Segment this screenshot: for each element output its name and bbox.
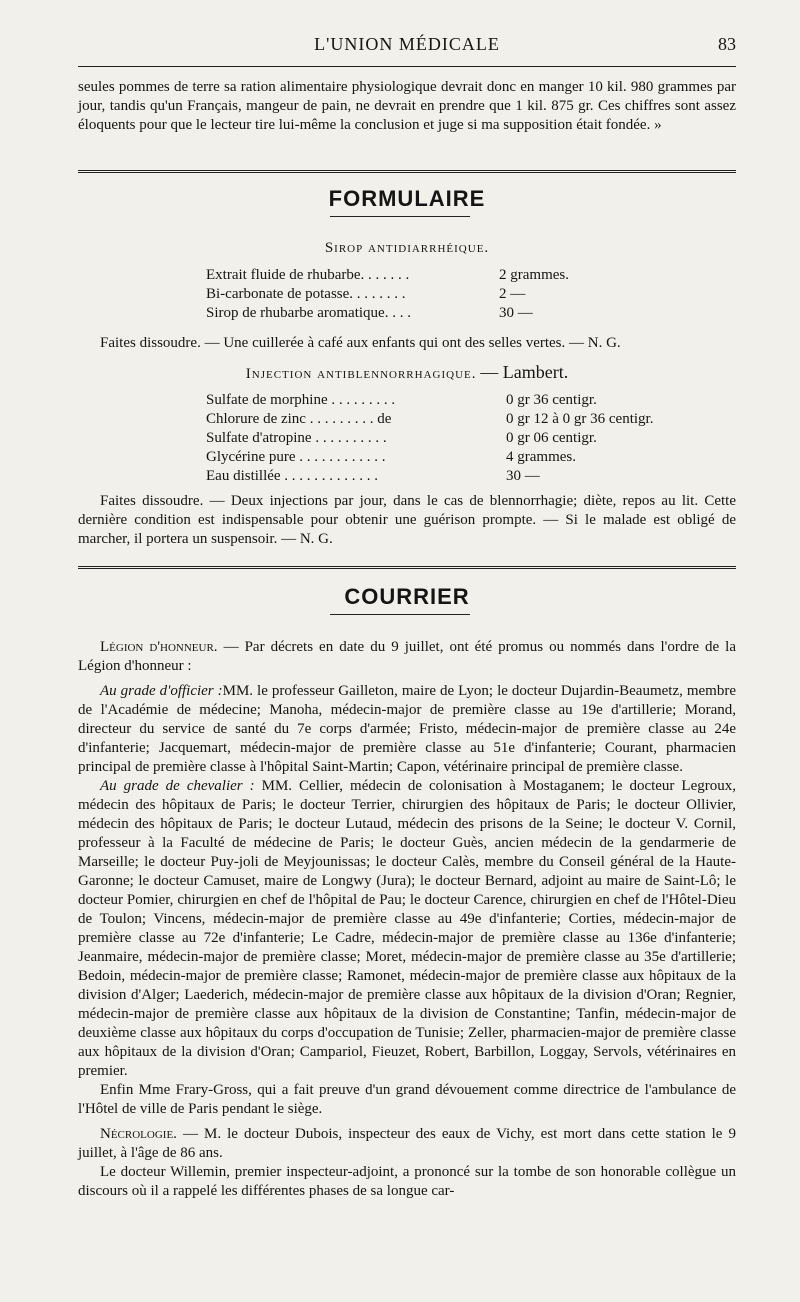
ingredient-name: Eau distillée . . . . . . . . . . . . . (206, 468, 379, 484)
running-title: L'UNION MÉDICALE (314, 34, 500, 54)
recipe-2-instructions-block (78, 492, 736, 549)
ingredient-name: Extrait fluide de rhubarbe. . . . . . . (206, 267, 410, 283)
intro-paragraph: seules pommes de terre sa ration alimentaire physiologique devrait donc en manger 10 kil. 980 grammes par jour, tandis qu'un Français, mangeur de pain, ne devrait en prendre que 1 kil. 875 gr. Ces chiffres sont assez éloquents pour que le lecteur tire lui-même la conclusion et juge si ma supposition était fondée. » (78, 79, 736, 133)
ingredient-name: Sirop de rhubarbe aromatique. . . . (206, 305, 411, 321)
necrologie-label: Nécrologie. (100, 1126, 177, 1142)
formulaire-underline (330, 216, 470, 217)
ingredient-quantity: 0 gr 06 centigr. (506, 430, 597, 446)
recipe-2-title-line (78, 362, 736, 383)
ingredient-row (78, 304, 736, 323)
ingredient-quantity: 30 — (506, 468, 540, 484)
ingredient-row (78, 467, 736, 486)
page-number: 83 (718, 34, 736, 54)
chevalier-text: MM. Cellier, médecin de colonisation à Mostaganem; le docteur Legroux, médecin des hôpitaux de Paris; le docteur Terrier, chirurgien des hôpitaux de Paris; le docteur Ollivier, médecin des hôpitaux de Paris; le docteur Lutaud, médecin des prisons de la Seine; le docteur V. Cornil, professeur à la Faculté de médecine de Paris; le docteur Guès, ancien médecin de la gendarmerie de Marseille; le docteur Puy-joli de Meyjounissas; le docteur Calès, membre du Conseil général de la Haute-Garonne; le docteur Camuset, maire de Longwy (Jura); le docteur Bernard, adjoint au maire de Saint-Lô; le docteur Pomier, chirurgien en chef de l'hôpital de Pau; le docteur Carence, chirurgien en chef de l'Hôtel-Dieu de Toulon; Vincens, médecin-major de première classe au 49e d'infanterie; Corties, médecin-major de première classe au 72e d'infanterie; Le Cadre, médecin-major de première classe au 136e d'infanterie; Jeanmaire, médecin-major de première classe; Moret, médecin-major de première classe au 35e d'artillerie; Bedoin, médecin-major de première classe; Ramonet, médecin-major de première classe aux hôpitaux de la division d'Alger; Laederich, médecin-major de première classe aux hôpitaux de la division d'Oran; Regnier, médecin-major de première classe aux hôpitaux de la division de Constantine; Tanfin, médecin-major de deuxième classe aux hôpitaux du corps d'occupation de Tunisie; Zeller, pharmacien-major de première classe aux hôpitaux de la division d'Oran; Campariol, Fieuzet, Robert, Barbillon, Loggay, Servols, vétérinaires en premier. (78, 778, 736, 1079)
recipe-1-instructions: Faites dissoudre. — Une cuillerée à café aux enfants qui ont des selles vertes. — N. G. (100, 335, 621, 351)
recipe-2-instructions: Faites dissoudre. — Deux injections par jour, dans le cas de blennorrhagie; diète, repos au lit. Cette dernière condition est indispensable pour obtenir une guérison prompte. — Si le malade est obligé de marcher, il portera un suspensoir. — N. G. (78, 493, 736, 547)
page-header (78, 34, 736, 56)
ingredient-name: Sulfate d'atropine . . . . . . . . . . (206, 430, 387, 446)
formulaire-heading: FORMULAIRE (328, 186, 486, 211)
courrier-section (78, 584, 736, 610)
necrologie-text: — M. le docteur Dubois, inspecteur des eaux de Vichy, est mort dans cette station le 9 juillet, à l'âge de 86 ans. (78, 1126, 736, 1161)
ingredient-quantity: 2 grammes. (499, 267, 569, 283)
recipe-1-ingredients (78, 266, 736, 323)
frary-paragraph: Enfin Mme Frary-Gross, qui a fait preuve d'un grand dévouement comme directrice de l'ambulance de l'Hôtel de ville de Paris pendant le siège. (78, 1082, 736, 1117)
ingredient-quantity: 0 gr 12 à 0 gr 36 centigr. (506, 411, 654, 427)
recipe-2-author: — Lambert. (480, 362, 569, 382)
legion-label: Légion d'honneur. (100, 639, 218, 655)
ingredient-name: Chlorure de zinc . . . . . . . . . de (206, 411, 392, 427)
ingredient-row (78, 266, 736, 285)
officier-text: MM. le professeur Gailleton, maire de Lyon; le docteur Dujardin-Beaumetz, membre de l'Académie de médecine; Manoha, médecin-major de première classe au 19e d'artillerie; Morand, directeur du service de santé du 7e corps d'armée; Fristo, médecin-major de première classe au 24e d'infanterie; Jacquemart, médecin-major de première classe au 51e d'infanterie; Courant, pharmacien principal de première classe à l'hôpital Saint-Martin; Capon, vétérinaire principal de première classe. (78, 683, 736, 775)
courrier-underline (330, 614, 470, 615)
courrier-body (78, 638, 736, 1201)
willemin-paragraph: Le docteur Willemin, premier inspecteur-adjoint, a prononcé sur la tombe de son honorable collègue un discours où il a rappelé les différentes phases de sa longue car- (78, 1164, 736, 1199)
ingredient-quantity: 30 — (499, 305, 533, 321)
recipe-2-title: Injection antiblennorrhagique. (245, 366, 477, 382)
recipe-2-ingredients (78, 391, 736, 486)
formulaire-section (78, 186, 736, 212)
ingredient-row (78, 285, 736, 304)
chevalier-paragraph (78, 777, 736, 1081)
section-rule-formulaire (78, 170, 736, 173)
courrier-heading: COURRIER (344, 584, 470, 609)
ingredient-name: Sulfate de morphine . . . . . . . . . (206, 392, 396, 408)
recipe-1-instructions-block (78, 334, 736, 353)
ingredient-quantity: 4 grammes. (506, 449, 576, 465)
recipe-1 (78, 240, 736, 257)
ingredient-row (78, 391, 736, 410)
chevalier-label: Au grade de chevalier : (100, 778, 255, 794)
legion-paragraph (78, 638, 736, 676)
officier-paragraph (78, 682, 736, 777)
ingredient-quantity: 2 — (499, 286, 526, 302)
ingredient-name: Glycérine pure . . . . . . . . . . . . (206, 449, 386, 465)
ingredient-row (78, 429, 736, 448)
necrologie-paragraph (78, 1125, 736, 1163)
ingredient-row (78, 448, 736, 467)
recipe-2 (78, 362, 736, 383)
ingredient-quantity: 0 gr 36 centigr. (506, 392, 597, 408)
ingredient-row (78, 410, 736, 429)
intro-block (78, 78, 736, 135)
officier-label: Au grade d'officier : (100, 683, 223, 699)
header-rule (78, 66, 736, 67)
recipe-1-title: Sirop antidiarrhéique. (324, 240, 490, 256)
ingredient-name: Bi-carbonate de potasse. . . . . . . . (206, 286, 406, 302)
section-rule-courrier (78, 566, 736, 569)
legion-text: — Par décrets en date du 9 juillet, ont été promus ou nommés dans l'ordre de la Légion d'honneur : (78, 639, 736, 674)
